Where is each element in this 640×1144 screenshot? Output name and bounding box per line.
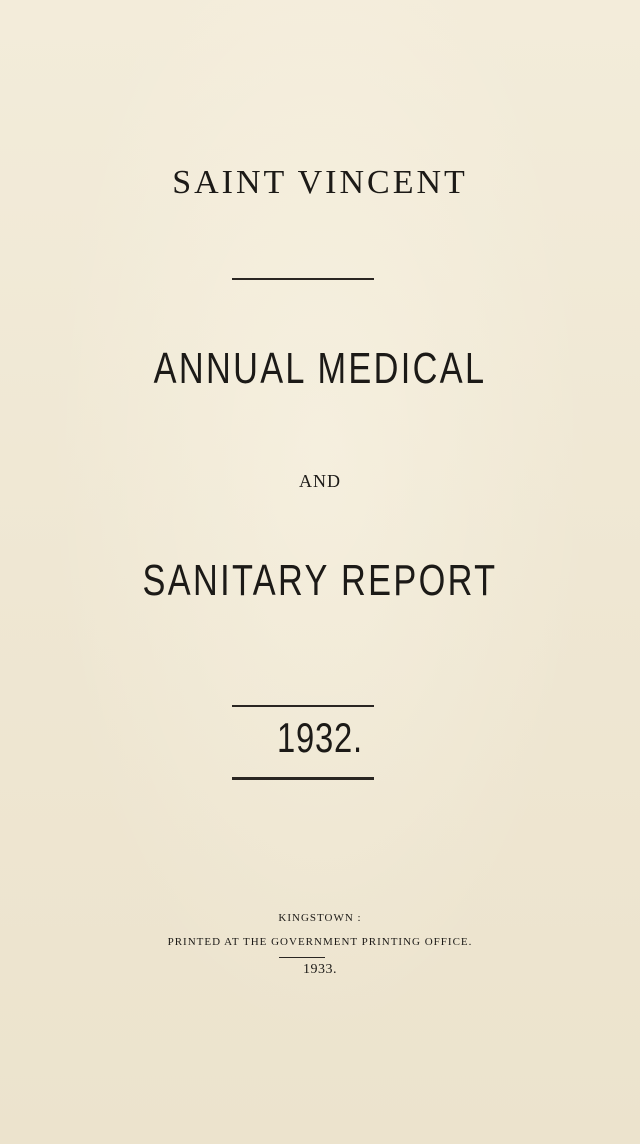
divider-rule bbox=[232, 278, 374, 280]
imprint-printer: PRINTED AT THE GOVERNMENT PRINTING OFFICE. bbox=[167, 936, 473, 948]
report-title-line-2: SANITARY REPORT bbox=[142, 556, 498, 605]
divider-rule bbox=[232, 705, 374, 707]
divider-rule bbox=[232, 777, 374, 780]
report-year: 1932. bbox=[277, 714, 363, 761]
imprint-place: KINGSTOWN : bbox=[278, 912, 362, 924]
report-title-line-1: ANNUAL MEDICAL bbox=[153, 344, 487, 393]
imprint-year: 1933. bbox=[303, 962, 337, 977]
title-conjunction: AND bbox=[299, 471, 341, 491]
country-heading: SAINT VINCENT bbox=[172, 164, 468, 201]
divider-rule bbox=[279, 957, 325, 958]
